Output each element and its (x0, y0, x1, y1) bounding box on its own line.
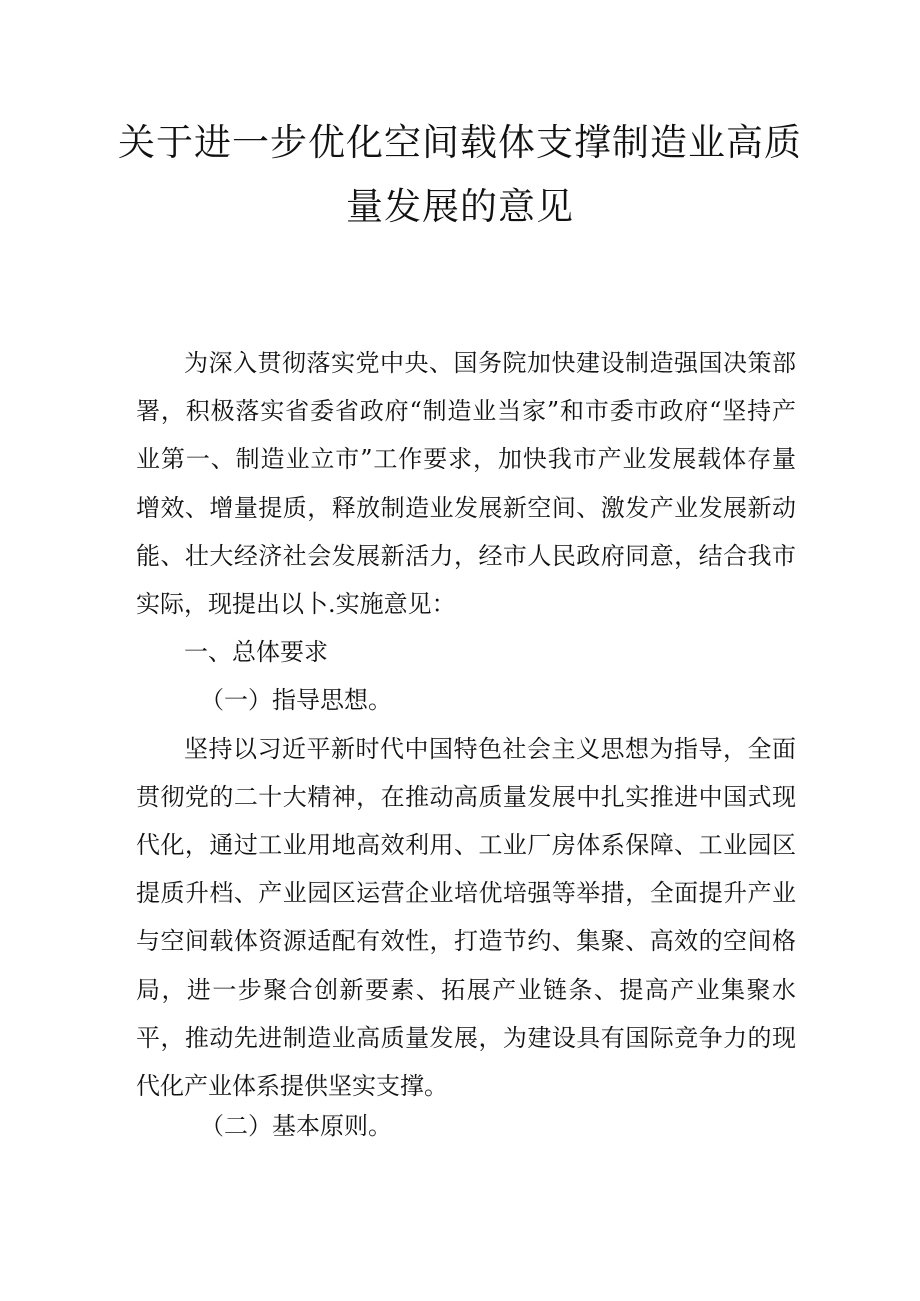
document-title-line-2: 量发展的意见 (346, 185, 574, 228)
subsection-heading-basic-principles: （二）基本原则。 (200, 1112, 392, 1140)
subsection-heading-guiding-ideology: （一）指导思想。 (200, 686, 392, 715)
document-body (136, 339, 796, 1110)
document-title-line-1: 关于进一步优化空间载体支撑制造业高质 (118, 121, 802, 164)
document-body-continued (136, 1102, 796, 1150)
section-heading-overall-requirements: 一、总体要求 (184, 638, 328, 667)
intro-paragraph: 为深入贯彻落实党中央、国务院加快建设制造强国决策部署，积极落实省委省政府“制造业当家”和市委市政府“坚持产业第一、制造业立市”工作要求，加快我市产业发展载体存量增效、增量提质，释放制造业发展新空间、激发产业发展新动能、壮大经济社会发展新活力，经市人民政府同意，结合我市实际，现提出以卜.实施意见： (136, 349, 796, 619)
guiding-ideology-paragraph: 坚持以习近平新时代中国特色社会主义思想为指导，全面贯彻党的二十大精神，在推动高质量发展中扎实推进中国式现代化，通过工业用地高效利用、工业厂房体系保障、工业园区提质升档、产业园区运营企业培优培强等举措，全面提升产业与空间载体资源适配有效性，打造节约、集聚、高效的空间格局，进一步聚合创新要素、拓展产业链条、提高产业集聚水平，推动先进制造业高质量发展，为建设具有国际竞争力的现代化产业体系提供坚实支撑。 (136, 734, 796, 1101)
